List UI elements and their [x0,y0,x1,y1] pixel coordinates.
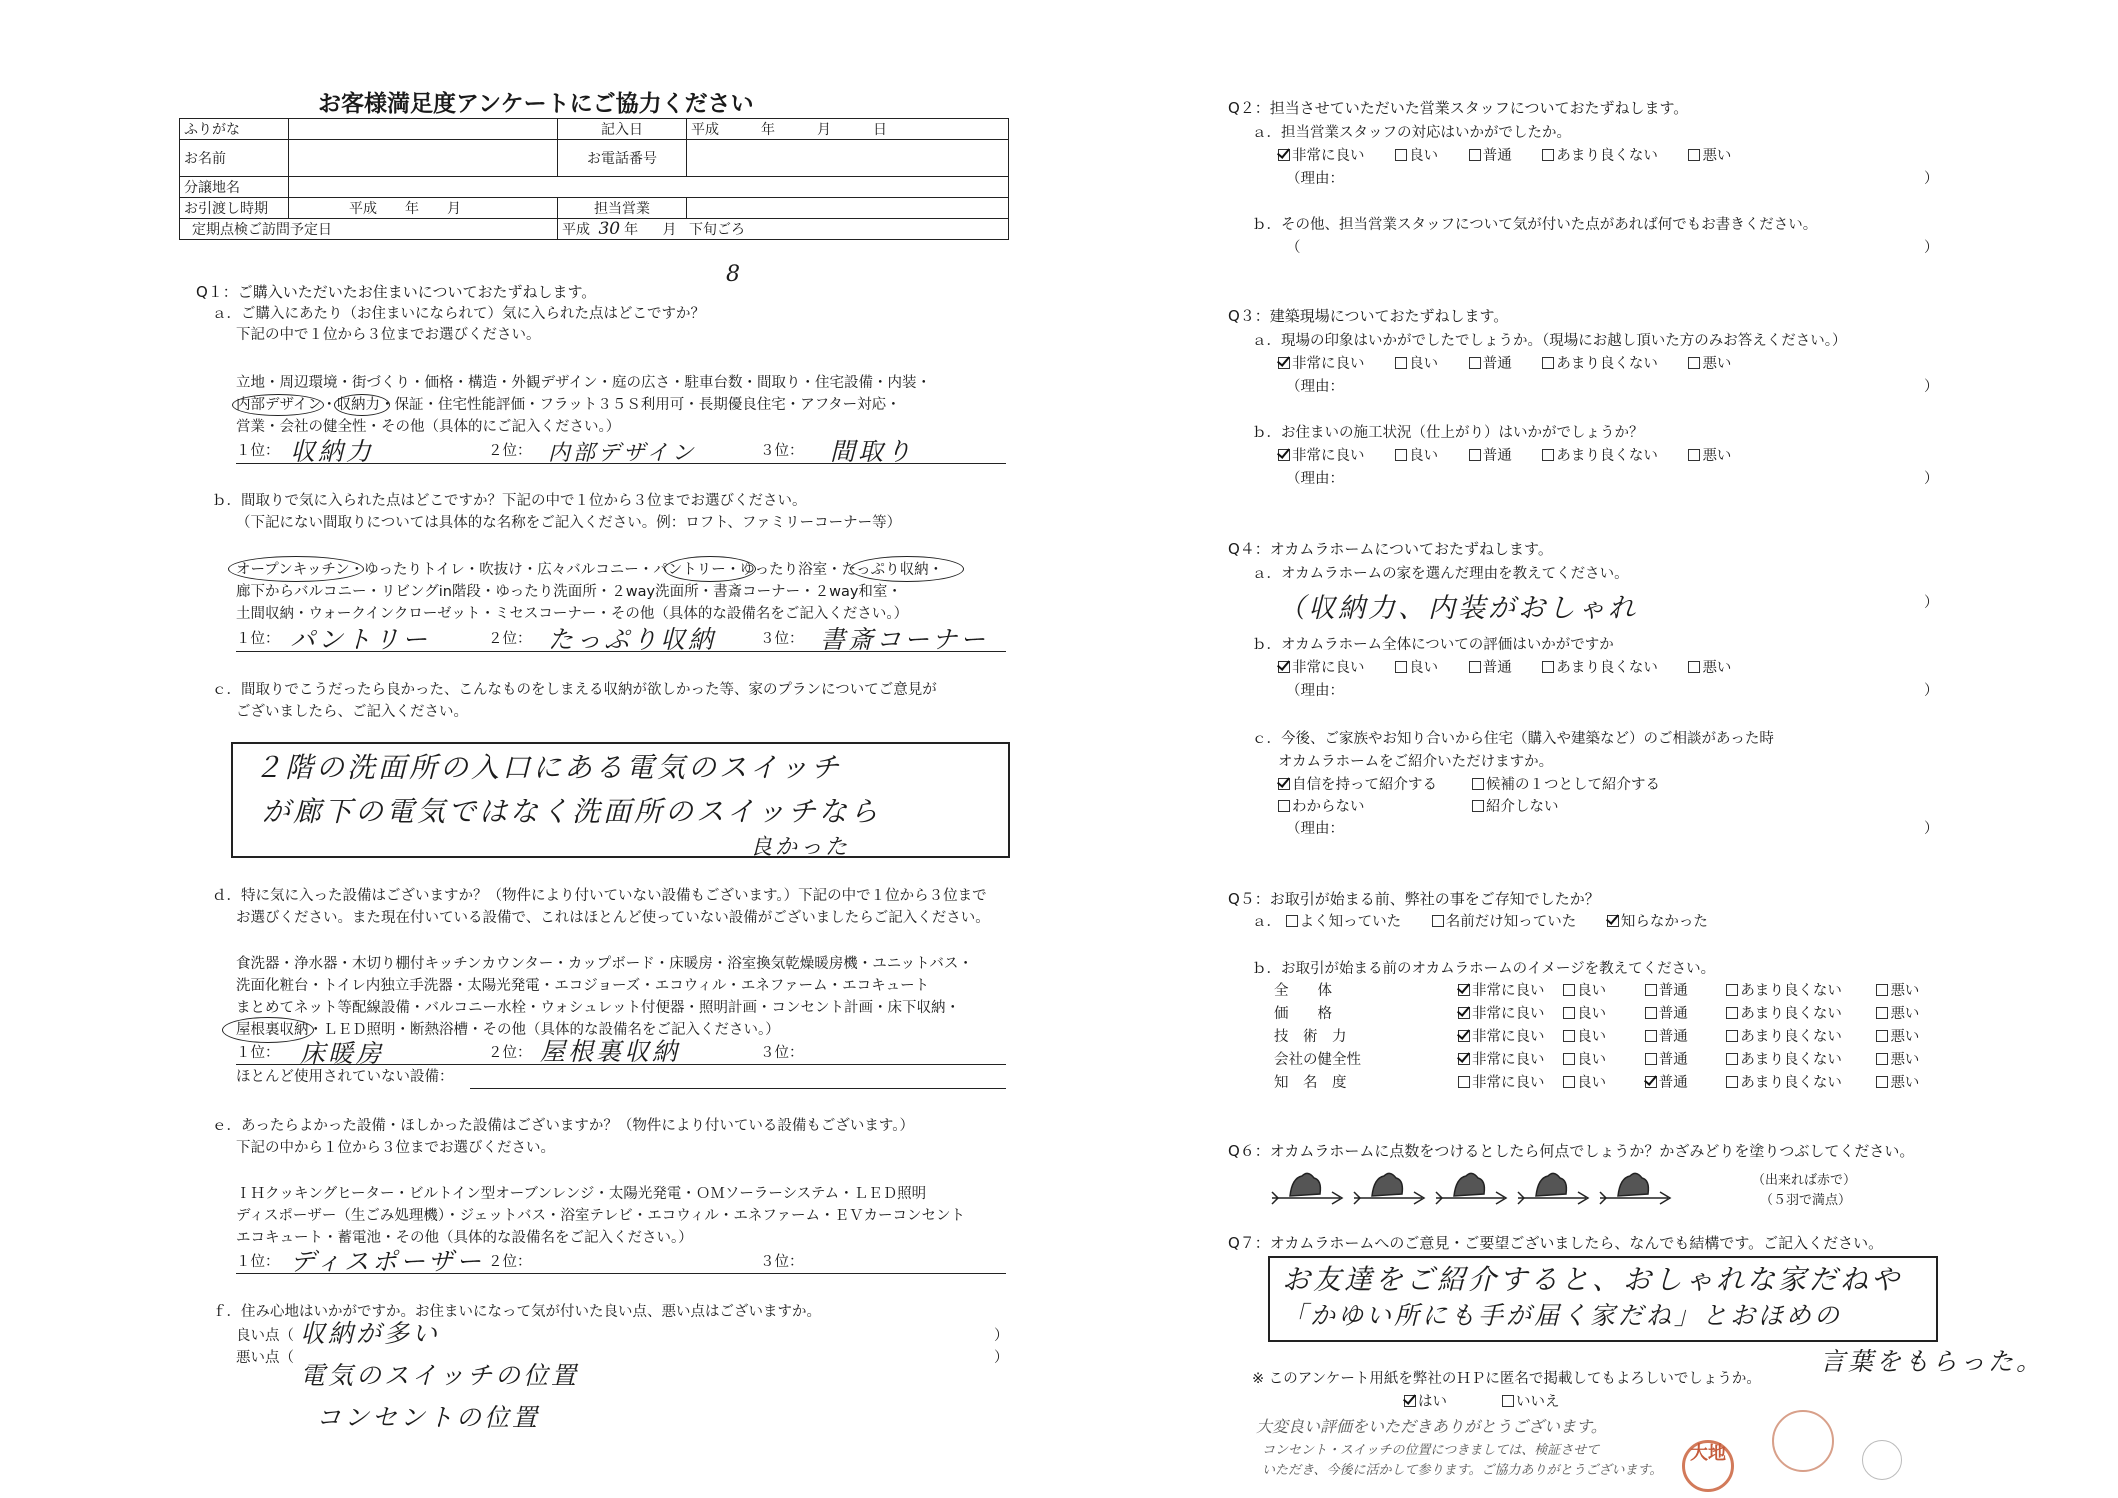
checkbox[interactable] [1469,449,1481,461]
q3a-question: ａ．現場の印象はいかがでしたでしょうか。（現場にお越し頂いた方のみお答えください。） [1252,333,1847,349]
q1d-rank1-answer[interactable]: 床暖房 [300,1039,385,1068]
q1a-question: ａ．ご購入にあたり（お住まいになられて）気に入られた点はどこですか？ [212,306,705,322]
checkbox-checked [1645,1076,1657,1088]
rank3-label: ３位： [760,1254,804,1270]
checkbox[interactable] [1278,800,1290,812]
reason-label: （理由： [1286,379,1344,395]
checkbox[interactable] [1286,915,1298,927]
checkbox [1726,1053,1738,1065]
checkbox-checked [1458,1007,1470,1019]
rank2-label: ２位： [488,1045,532,1061]
q7-heading: Q７：オカムラホームへのご意見・ご要望ございましたら、なんでも結構です。ご記入ください。 [1228,1234,1884,1252]
checkbox-checked [1458,984,1470,996]
q1-heading: Q１：ご購入いただいたお住まいについておたずねします。 [196,283,597,301]
visit-suffix: 下旬ごろ [689,222,745,238]
staff-field[interactable] [687,198,1009,219]
q7-answer-line3: 言葉をもらった。 [1820,1347,2045,1376]
circle-mark [334,394,390,416]
phone-field[interactable] [687,140,1009,177]
q1e-instruction: 下記の中から１位から３位までお選びください。 [236,1140,555,1156]
circle-mark [232,394,324,416]
q4b-options[interactable]: 非常に良い 良い 普通 あまり良くない 悪い [1278,659,1757,677]
checkbox-checked[interactable] [1278,449,1290,461]
weathervane-rating[interactable] [1270,1160,1680,1210]
checkbox[interactable] [1395,357,1407,369]
consent-yes: はい [1418,1394,1447,1410]
checkbox [1563,1076,1575,1088]
checkbox [1876,1076,1888,1088]
circle-mark [664,556,756,582]
weathervane-icons [1270,1160,1680,1210]
reason-label: （理由： [1286,683,1344,699]
checkbox [1645,1007,1657,1019]
checkbox [1645,984,1657,996]
q1a-options-2: 内部デザイン・収納力・保証・住宅性能評価・フラット３５Ｓ利用可・長期優良住宅・アフター対応・ [236,397,901,413]
checkbox[interactable] [1688,357,1700,369]
checkbox[interactable] [1502,1395,1514,1407]
checkbox[interactable] [1469,149,1481,161]
q1e-options-1: ＩＨクッキングヒーター・ビルトイン型オーブンレンジ・太陽光発電・ＯＭソーラーシステム・ＬＥＤ照明 [236,1186,927,1202]
q2a-options[interactable]: 非常に良い 良い 普通 あまり良くない 悪い [1278,147,1757,165]
company-reply-3: いただき、今後に活かして参ります。ご協力ありがとうございます。 [1262,1463,1663,1478]
q1b-options-1: オープンキッチン・ゆったりトイレ・吹抜け・広々バルコニー・パントリー・ゆったり浴室・たっぷり収納・ [236,562,944,578]
company-reply-1: 大変良い評価をいただきありがとうございます。 [1256,1417,1607,1436]
rank3-label: ３位： [760,631,804,647]
q1d-rank2-answer[interactable]: 屋根裏収納 [540,1037,681,1066]
q1e-options-2: ディスポーザー（生ごみ処理機）・ジェットバス・浴室テレビ・エコウィル・エネファーム・ＥＶカーコンセント [236,1208,966,1224]
weathervane-icon-1 [1272,1173,1342,1204]
reason-label: （理由： [1286,171,1344,187]
q3b-question: ｂ．お住まいの施工状況（仕上がり）はいかがでしょうか？ [1252,425,1644,441]
seal-stamp-faint [1862,1440,1902,1480]
checkbox [1563,1053,1575,1065]
rank1-label: １位： [236,1254,280,1270]
checkbox-checked[interactable] [1278,778,1290,790]
checkbox[interactable] [1542,661,1554,673]
checkbox [1726,1007,1738,1019]
checkbox [1645,1030,1657,1042]
checkbox [1726,984,1738,996]
seal-stamp-faint [1772,1410,1834,1472]
q1a-rank3-answer[interactable]: 間取り [830,437,915,466]
weathervane-icon-5 [1600,1173,1670,1204]
circle-mark [228,556,364,582]
q7-answer-line1: お友達をご紹介すると、おしゃれな家だねや [1282,1263,1903,1296]
checkbox [1876,1007,1888,1019]
checkbox[interactable] [1688,149,1700,161]
bad-point-answer-2[interactable]: コンセントの位置 [316,1403,541,1432]
q5-heading: Q５：お取引が始まる前、弊社の事をご存知でしたか？ [1228,890,1600,908]
checkbox[interactable] [1542,357,1554,369]
rank1-label: １位： [236,1045,280,1061]
visit-field[interactable]: 平成 30 年 月 下旬ごろ [558,219,1009,240]
q1d-options-3: まとめてネット等配線設備・バルコニー水栓・ウォシュレット付便器・照明計画・コンセント計画・床下収納・ [236,1000,960,1016]
checkbox-checked[interactable] [1404,1395,1416,1407]
checkbox-checked[interactable] [1278,661,1290,673]
q6-note-2: （５羽で満点） [1760,1193,1852,1208]
checkbox[interactable] [1469,661,1481,673]
checkbox[interactable] [1432,915,1444,927]
reason-label: （理由： [1286,471,1344,487]
checkbox[interactable] [1395,661,1407,673]
consent-no: いいえ [1516,1394,1560,1410]
q1d-question-2: お選びください。また現在付いている設備で、これはほとんど使っていない設備がございましたらご記入ください。 [236,910,990,926]
weathervane-icon-4 [1518,1173,1588,1204]
weathervane-icon-3 [1436,1173,1506,1204]
checkbox [1458,1076,1470,1088]
checkbox-checked[interactable] [1278,149,1290,161]
q4c-question-2: オカムラホームをご紹介いただけますか。 [1278,754,1554,770]
checkbox [1645,1053,1657,1065]
checkbox-checked [1458,1030,1470,1042]
q5b-row-5[interactable]: 非常に良い 良い 普通 あまり良くない 悪い [1458,1074,1945,1092]
weathervane-icon-2 [1354,1173,1424,1204]
checkbox-checked [1458,1053,1470,1065]
q4c-question: ｃ．今後、ご家族やお知り合いから住宅（購入や建築など）のご相談があった時 [1252,731,1774,747]
q5a-options[interactable]: ａ． よく知っていた 名前だけ知っていた 知らなかった [1252,914,1708,930]
q1c-answer-line1: ２階の洗面所の入口にある電気のスイッチ [254,751,842,784]
seal-stamp: 大地 [1682,1440,1734,1492]
q1f-question: ｆ．住み心地はいかがですか。お住まいになって気が付いた良い点、悪い点はございますか。 [212,1304,821,1320]
q1e-rank1-answer[interactable]: ディスポーザー [290,1247,485,1276]
bad-point-answer-1[interactable]: 電気のスイッチの位置 [300,1361,580,1390]
q1c-question-2: ございましたら、ご記入ください。 [236,704,468,720]
rank2-label: ２位： [488,1254,532,1270]
q1b-options-2: 廊下からバルコニー・リビングin階段・ゆったり洗面所・２way洗面所・書斎コーナー・２way和室・ [236,584,902,600]
checkbox[interactable] [1542,149,1554,161]
checkbox-checked[interactable] [1607,915,1619,927]
checkbox-checked[interactable] [1278,357,1290,369]
q1c-answer-line3: 良かった [750,835,851,860]
handover-label: お引渡し時期 [180,198,289,219]
q1d-unused-label: ほとんど使用されていない設備： [236,1069,454,1085]
q5b-question: ｂ．お取引が始まる前のオカムラホームのイメージを教えてください。 [1252,961,1716,977]
checkbox[interactable] [1472,778,1484,790]
q7-answer-line2: 「かゆい所にも手が届く家だね」とおほめの [1282,1301,1843,1330]
checkbox[interactable] [1469,357,1481,369]
entry-date-label: 記入日 [558,119,687,140]
q5b-row-4[interactable]: 非常に良い 良い 普通 あまり良くない 悪い [1458,1051,1945,1069]
q1b-rank3-answer[interactable]: 書斎コーナー [820,625,989,654]
q1d-options-2: 洗面化粧台・トイレ内独立手洗器・太陽光発電・エコジョーズ・エコウィル・エネファーム・エコキュート [236,978,930,994]
page-title: お客様満足度アンケートにご協力ください [318,91,754,117]
furigana-field[interactable] [289,119,558,140]
q6-note-1: （出来れば赤で） [1752,1173,1857,1188]
q1b-rank1-answer[interactable]: パントリー [290,625,431,654]
q1d-options-1: 食洗器・浄水器・木切り棚付キッチンカウンター・カップボード・床暖房・浴室換気乾燥暖房機・ユニットバス・ [236,956,973,972]
checkbox [1726,1076,1738,1088]
q2a-question: ａ．担当営業スタッフの対応はいかがでしたか。 [1252,125,1571,141]
company-reply-2: コンセント・スイッチの位置につきましては、検証させて [1262,1443,1600,1458]
customer-info-table [179,118,1009,240]
q1a-options-1: 立地・周辺環境・街づくり・価格・構造・外観デザイン・庭の広さ・駐車台数・間取り・住宅設備・内装・ [236,375,931,391]
rank3-label: ３位： [760,1045,804,1061]
q3a-options[interactable]: 非常に良い 良い 普通 あまり良くない 悪い [1278,355,1757,373]
visit-label: 定期点検ご訪問予定日 [180,219,558,240]
visit-year: 30 [598,219,621,239]
entry-date-field[interactable]: 平成 年 月 日 [687,119,1009,140]
lot-field[interactable] [289,177,1009,198]
q1a-rank2-answer[interactable]: 内部デザイン [548,441,697,466]
checkbox[interactable] [1542,449,1554,461]
name-label: お名前 [180,140,289,177]
q1e-question: ｅ．あったらよかった設備・ほしかった設備はございますか？（物件により付いている設備もございます。） [212,1118,914,1134]
good-point-label: 良い点（ [236,1328,294,1344]
q5b-row-1[interactable]: 非常に良い 良い 普通 あまり良くない 悪い [1458,982,1945,1000]
staff-label: 担当営業 [558,198,687,219]
checkbox [1563,1007,1575,1019]
furigana-label: ふりがな [180,119,289,140]
bad-point-label: 悪い点（ [236,1350,294,1366]
checkbox [1876,1053,1888,1065]
checkbox[interactable] [1395,449,1407,461]
rank1-label: １位： [236,443,280,459]
q2-heading: Q２：担当させていただいた営業スタッフについておたずねします。 [1228,99,1689,117]
q4a-question: ａ．オカムラホームの家を選んだ理由を教えてください。 [1252,566,1629,582]
q5b-row-2[interactable]: 非常に良い 良い 普通 あまり良くない 悪い [1458,1005,1945,1023]
q3b-options[interactable]: 非常に良い 良い 普通 あまり良くない 悪い [1278,447,1757,465]
q4b-question: ｂ．オカムラホーム全体についての評価はいかがですか [1252,637,1614,653]
rank2-label: ２位： [488,443,532,459]
rank1-label: １位： [236,631,280,647]
handover-field[interactable]: 平成 年 月 [289,198,558,219]
visit-prefix: 平成 [562,222,590,238]
q1a-instruction: 下記の中で１位から３位までお選びください。 [236,327,541,343]
q1b-rank2-answer[interactable]: たっぷり収納 [548,625,717,654]
q6-heading: Q６：オカムラホームに点数をつけるとしたら何点でしょうか？かざみどりを塗りつぶしてください。 [1228,1142,1915,1160]
publish-consent-note: ※ このアンケート用紙を弊社のＨＰに匿名で掲載してもよろしいでしょうか。 [1252,1371,1761,1387]
checkbox [1563,1030,1575,1042]
q5b-row-3[interactable]: 非常に良い 良い 普通 あまり良くない 悪い [1458,1028,1945,1046]
q1d-question: ｄ．特に気に入った設備はございますか？（物件により付いていない設備もございます。）下記の中で１位から３位まで [212,888,987,904]
q1b-question: ｂ．間取りで気に入られた点はどこですか？下記の中で１位から３位までお選びください。 [212,493,807,509]
q1b-options-3: 土間収納・ウォークインクローゼット・ミセスコーナー・その他（具体的な設備名をご記入ください。） [236,606,909,622]
checkbox[interactable] [1472,800,1484,812]
visit-month-handwritten: 8 [726,262,743,287]
checkbox[interactable] [1395,149,1407,161]
rank3-label: ３位： [760,443,804,459]
checkbox [1876,1030,1888,1042]
q1b-instruction: （下記にない間取りについては具体的な名称をご記入ください。例：ロフト、ファミリーコーナー等） [236,515,902,531]
q1a-options-3: 営業・会社の健全性・その他（具体的にご記入ください。） [236,419,621,435]
q1a-rank1-answer[interactable]: 収納力 [290,437,375,466]
phone-label: お電話番号 [558,140,687,177]
checkbox [1563,984,1575,996]
q1c-question: ｃ．間取りでこうだったら良かった、こんなものをしまえる収納が欲しかった等、家のプランについてご意見が [212,682,937,698]
checkbox[interactable] [1688,449,1700,461]
q2b-question: ｂ．その他、担当営業スタッフについて気が付いた点があれば何でもお書きください。 [1252,217,1818,233]
good-point-answer[interactable]: 収納が多い [300,1319,441,1348]
lot-label: 分譲地名 [180,177,289,198]
rank2-label: ２位： [488,631,532,647]
q3-heading: Q３：建築現場についておたずねします。 [1228,307,1509,325]
checkbox [1876,984,1888,996]
q4a-answer[interactable]: （収納力、内装がおしゃれ [1278,593,1638,624]
q1d-options-4: 屋根裏収納・ＬＥＤ照明・断熱浴槽・その他（具体的な設備名をご記入ください。） [236,1022,780,1038]
checkbox[interactable] [1688,661,1700,673]
circle-mark [850,556,964,582]
q1e-options-3: エコキュート・蓄電池・その他（具体的な設備名をご記入ください。） [236,1230,693,1246]
q4-heading: Q４：オカムラホームについておたずねします。 [1228,540,1553,558]
name-field[interactable] [289,140,558,177]
checkbox [1726,1030,1738,1042]
q1c-answer-line2: が廊下の電気ではなく洗面所のスイッチなら [262,795,881,828]
reason-label: （理由： [1286,821,1344,837]
